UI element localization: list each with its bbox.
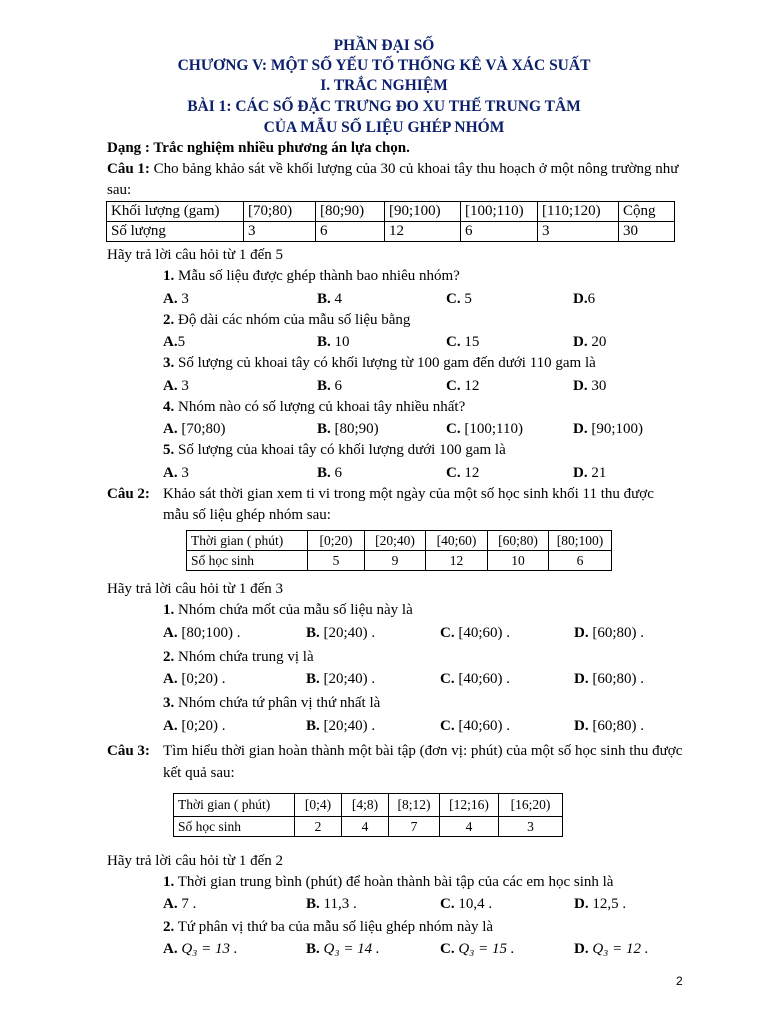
sub-number: 3. xyxy=(163,695,175,711)
sub-text: Nhóm chứa tứ phân vị thứ nhất là xyxy=(174,695,381,711)
sub-number: 2. xyxy=(163,312,175,328)
table-cell: [4;8) xyxy=(342,794,389,817)
q1-sub1 xyxy=(163,267,460,286)
table-row xyxy=(107,222,675,242)
lesson-title-line1: BÀI 1: CÁC SỐ ĐẶC TRƯNG ĐO XU THẾ TRUNG TÂM xyxy=(187,98,581,115)
option-a[interactable]: A. 3 xyxy=(163,465,189,481)
q1-text-line2: sau: xyxy=(107,182,132,198)
sub-text: Số lượng củ khoai tây có khối lượng từ 100 gam đến dưới 110 gam là xyxy=(174,355,596,371)
sub-number: 3. xyxy=(163,355,175,371)
q2-table xyxy=(186,530,612,571)
option-d[interactable]: D. [90;100) xyxy=(573,421,644,437)
table-cell: Số học sinh xyxy=(187,551,308,571)
option-d[interactable]: D. [60;80) . xyxy=(574,625,645,641)
table-cell: 6 xyxy=(461,222,538,242)
option-d[interactable]: D. [60;80) . xyxy=(574,671,645,687)
q2-sub3 xyxy=(163,694,380,713)
page-number: 2 xyxy=(676,974,683,988)
q1-text: Cho bảng khảo sát về khối lượng của 30 củ khoai tây thu hoạch ở một nông trường như xyxy=(149,161,679,177)
table-cell: 3 xyxy=(499,817,563,837)
table-cell: [100;110) xyxy=(461,202,538,222)
option-a[interactable]: A. 3 xyxy=(163,291,189,307)
table-cell: [12;16) xyxy=(440,794,499,817)
question-type: Dạng : Trắc nghiệm nhiều phương án lựa chọn. xyxy=(107,140,410,156)
table-cell: [8;12) xyxy=(389,794,440,817)
option-c[interactable]: C. 12 xyxy=(446,465,480,481)
q1-sub2 xyxy=(163,311,410,330)
lesson-title-line2: CỦA MẪU SỐ LIỆU GHÉP NHÓM xyxy=(263,119,505,136)
q1-table xyxy=(106,201,675,242)
option-c[interactable]: C. 10,4 . xyxy=(440,896,493,912)
option-c[interactable]: C. [40;60) . xyxy=(440,718,511,734)
sub-number: 2. xyxy=(163,649,175,665)
option-c[interactable]: C. [100;110) xyxy=(446,421,523,437)
option-a[interactable]: A. Q₃ = 13 . xyxy=(163,941,238,957)
option-d[interactable]: D. 30 xyxy=(573,378,607,394)
option-a[interactable]: A. [0;20) . xyxy=(163,718,226,734)
sub-text: Số lượng của khoai tây có khối lượng dưới 100 gam là xyxy=(174,442,506,458)
option-a[interactable]: A.5 xyxy=(163,334,186,350)
q1-text-line1 xyxy=(107,160,678,179)
option-d[interactable]: D. 20 xyxy=(573,334,607,350)
sub-number: 2. xyxy=(163,919,175,935)
option-c[interactable]: C. Q₃ = 15 . xyxy=(440,941,515,957)
sub-number: 5. xyxy=(163,442,175,458)
sub-text: Tứ phân vị thứ ba của mẫu số liệu ghép nhóm này là xyxy=(174,919,494,935)
option-b[interactable]: B. 6 xyxy=(317,465,343,481)
sub-number: 1. xyxy=(163,602,175,618)
option-d[interactable]: D. 12,5 . xyxy=(574,896,627,912)
sub-text: Nhóm chứa trung vị là xyxy=(174,649,314,665)
q1-instruction: Hãy trả lời câu hỏi từ 1 đến 5 xyxy=(107,247,284,263)
table-cell: [80;100) xyxy=(549,531,612,551)
option-c[interactable]: C. 5 xyxy=(446,291,472,307)
sub-text: Độ dài các nhóm của mẫu số liệu bằng xyxy=(174,312,411,328)
q2-text-line1: Khảo sát thời gian xem ti vi trong một ngày của một số học sinh khối 11 thu được xyxy=(163,486,654,502)
table-cell: 3 xyxy=(538,222,619,242)
table-cell: [16;20) xyxy=(499,794,563,817)
table-cell: 12 xyxy=(426,551,488,571)
section-title: I. TRẮC NGHIỆM xyxy=(320,77,448,94)
table-cell: [90;100) xyxy=(385,202,461,222)
q3-sub2 xyxy=(163,918,493,937)
table-cell: [0;4) xyxy=(295,794,342,817)
option-a[interactable]: A. [70;80) xyxy=(163,421,226,437)
table-cell: [20;40) xyxy=(365,531,426,551)
sub-text: Mẫu số liệu được ghép thành bao nhiêu nhóm? xyxy=(174,268,460,284)
table-cell: 5 xyxy=(308,551,365,571)
q1-sub5 xyxy=(163,441,506,460)
part-title: PHẦN ĐẠI SỐ xyxy=(333,37,435,54)
table-cell: Khối lượng (gam) xyxy=(107,202,244,222)
table-cell: 6 xyxy=(316,222,385,242)
table-cell: 3 xyxy=(244,222,316,242)
table-cell: 4 xyxy=(440,817,499,837)
q2-sub1 xyxy=(163,601,413,620)
q1-sub3 xyxy=(163,354,596,373)
chapter-title: CHƯƠNG V: MỘT SỐ YẾU TỐ THỐNG KÊ VÀ XÁC SUẤT xyxy=(177,57,591,74)
table-cell: 30 xyxy=(619,222,675,242)
option-c[interactable]: C. [40;60) . xyxy=(440,671,511,687)
option-b[interactable]: B. 10 xyxy=(317,334,350,350)
option-b[interactable]: B. 6 xyxy=(317,378,343,394)
option-d[interactable]: D. Q₃ = 12 . xyxy=(574,941,649,957)
sub-number: 1. xyxy=(163,268,175,284)
option-d[interactable]: D. [60;80) . xyxy=(574,718,645,734)
option-b[interactable]: B. 11,3 . xyxy=(306,896,357,912)
table-cell: [40;60) xyxy=(426,531,488,551)
option-b[interactable]: B. Q₃ = 14 . xyxy=(306,941,380,957)
sub-text: Nhóm chứa mốt của mẫu số liệu này là xyxy=(174,602,413,618)
table-cell: 12 xyxy=(385,222,461,242)
q3-text-line1: Tìm hiểu thời gian hoàn thành một bài tập (đơn vị: phút) của một số học sinh thu được xyxy=(163,743,683,759)
table-cell: 6 xyxy=(549,551,612,571)
option-a[interactable]: A. [80;100) . xyxy=(163,625,241,641)
table-cell: Thời gian ( phút) xyxy=(174,794,295,817)
option-b[interactable]: B. [20;40) . xyxy=(306,671,376,687)
q3-table xyxy=(173,793,563,837)
table-cell: [70;80) xyxy=(244,202,316,222)
q2-sub2 xyxy=(163,648,314,667)
table-cell: [110;120) xyxy=(538,202,619,222)
table-cell: [80;90) xyxy=(316,202,385,222)
table-row xyxy=(187,551,612,571)
q3-text-line2: kết quả sau: xyxy=(163,765,235,781)
table-cell: Cộng xyxy=(619,202,675,222)
option-c[interactable]: C. [40;60) . xyxy=(440,625,511,641)
table-cell: [60;80) xyxy=(488,531,549,551)
option-b[interactable]: B. [20;40) . xyxy=(306,718,376,734)
option-b[interactable]: B. 4 xyxy=(317,291,343,307)
q2-instruction: Hãy trả lời câu hỏi từ 1 đến 3 xyxy=(107,581,284,597)
table-cell: 2 xyxy=(295,817,342,837)
option-c[interactable]: C. 15 xyxy=(446,334,480,350)
option-d[interactable]: D. 21 xyxy=(573,465,607,481)
q3-instruction: Hãy trả lời câu hỏi từ 1 đến 2 xyxy=(107,853,284,869)
table-cell: [0;20) xyxy=(308,531,365,551)
option-a[interactable]: A. [0;20) . xyxy=(163,671,226,687)
sub-text: Thời gian trung bình (phút) để hoàn thành bài tập của các em học sinh là xyxy=(174,874,614,890)
table-cell: Thời gian ( phút) xyxy=(187,531,308,551)
table-row xyxy=(107,202,675,222)
option-b[interactable]: B. [20;40) . xyxy=(306,625,376,641)
q1-sub4 xyxy=(163,398,465,417)
table-cell: 7 xyxy=(389,817,440,837)
option-c[interactable]: C. 12 xyxy=(446,378,480,394)
q1-label: Câu 1: xyxy=(107,161,150,177)
table-cell: 4 xyxy=(342,817,389,837)
option-d[interactable]: D.6 xyxy=(573,291,596,307)
q2-text-line2: mẫu số liệu ghép nhóm sau: xyxy=(163,507,331,523)
table-cell: 10 xyxy=(488,551,549,571)
table-cell: Số học sinh xyxy=(174,817,295,837)
option-a[interactable]: A. 3 xyxy=(163,378,189,394)
sub-number: 4. xyxy=(163,399,175,415)
option-b[interactable]: B. [80;90) xyxy=(317,421,379,437)
table-cell: 9 xyxy=(365,551,426,571)
table-row xyxy=(174,794,563,817)
table-row xyxy=(174,817,563,837)
table-cell: Số lượng xyxy=(107,222,244,242)
q3-sub1 xyxy=(163,873,613,892)
q2-label: Câu 2: xyxy=(107,486,150,502)
option-a[interactable]: A. 7 . xyxy=(163,896,197,912)
table-row xyxy=(187,531,612,551)
sub-number: 1. xyxy=(163,874,175,890)
q3-label: Câu 3: xyxy=(107,743,150,759)
sub-text: Nhóm nào có số lượng củ khoai tây nhiều nhất? xyxy=(174,399,466,415)
